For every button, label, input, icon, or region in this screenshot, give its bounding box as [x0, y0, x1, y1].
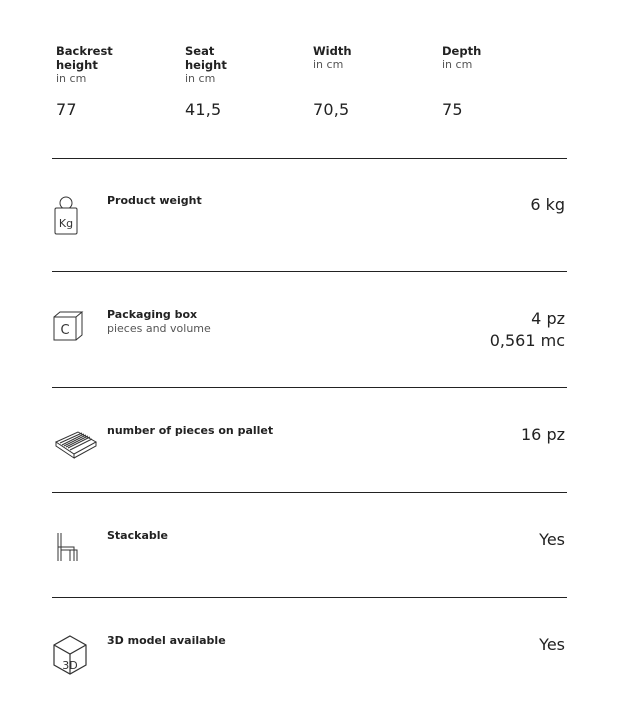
- dimension-label: Seat: [185, 44, 215, 58]
- dimension-backrest-height: [56, 44, 176, 119]
- dimension-width: [313, 44, 433, 119]
- spec-title: Packaging box: [107, 308, 198, 321]
- spec-text: [107, 424, 273, 438]
- spec-value-line: 4 pz: [531, 309, 565, 328]
- spec-subtitle: pieces and volume: [107, 322, 211, 335]
- divider: [52, 597, 567, 598]
- dimension-unit: in cm: [442, 58, 473, 71]
- spec-value-line: 16 pz: [521, 425, 565, 444]
- spec-text: [107, 308, 211, 336]
- dimension-seat-height: [185, 44, 305, 119]
- dimension-label: Depth: [442, 44, 482, 58]
- spec-row-packaging: [52, 308, 567, 368]
- spec-value-line: 0,561 mc: [489, 331, 565, 350]
- dimension-unit: in cm: [185, 72, 216, 85]
- spec-value-line: 6 kg: [530, 195, 565, 214]
- spec-title: 3D model available: [107, 634, 226, 647]
- 3d-cube-icon: [52, 634, 88, 678]
- dimension-label: Width: [313, 44, 352, 58]
- dimension-value: 75: [442, 100, 463, 119]
- divider: [52, 492, 567, 493]
- divider: [52, 387, 567, 388]
- stackable-chair-icon: [52, 529, 88, 573]
- spec-text: [107, 529, 168, 543]
- spec-title: number of pieces on pallet: [107, 424, 274, 437]
- spec-row-weight: [52, 194, 567, 254]
- svg-text:Kg: Kg: [58, 217, 74, 230]
- dimension-unit: in cm: [56, 72, 87, 85]
- dimension-label: Backrest: [56, 44, 113, 58]
- spec-value: [490, 308, 565, 352]
- packaging-box-icon: [52, 308, 88, 352]
- dimension-label-line2: height: [56, 58, 98, 72]
- svg-text:C: C: [60, 323, 70, 338]
- spec-text: [107, 634, 226, 648]
- spec-row-stackable: [52, 529, 567, 579]
- divider: [52, 158, 567, 159]
- spec-row-3d-model: [52, 634, 567, 684]
- dimension-label-line2: height: [185, 58, 227, 72]
- spec-row-pallet: [52, 424, 567, 474]
- weight-icon: [52, 194, 88, 238]
- spec-text: [107, 194, 202, 208]
- spec-title: Stackable: [107, 529, 168, 542]
- spec-value: [539, 634, 565, 656]
- svg-text:3D: 3D: [62, 659, 78, 672]
- spec-value: [530, 194, 565, 216]
- spec-title: Product weight: [107, 194, 202, 207]
- divider: [52, 271, 567, 272]
- dimension-value: 77: [56, 100, 77, 119]
- dimension-unit: in cm: [313, 58, 344, 71]
- dimension-value: 70,5: [313, 100, 350, 119]
- spec-value: [539, 529, 565, 551]
- spec-value-line: Yes: [539, 635, 565, 654]
- pallet-icon: [52, 424, 98, 468]
- spec-value: [521, 424, 565, 446]
- dimension-depth: [442, 44, 562, 119]
- dimensions-section: [0, 44, 620, 124]
- spec-value-line: Yes: [539, 530, 565, 549]
- dimension-value: 41,5: [185, 100, 222, 119]
